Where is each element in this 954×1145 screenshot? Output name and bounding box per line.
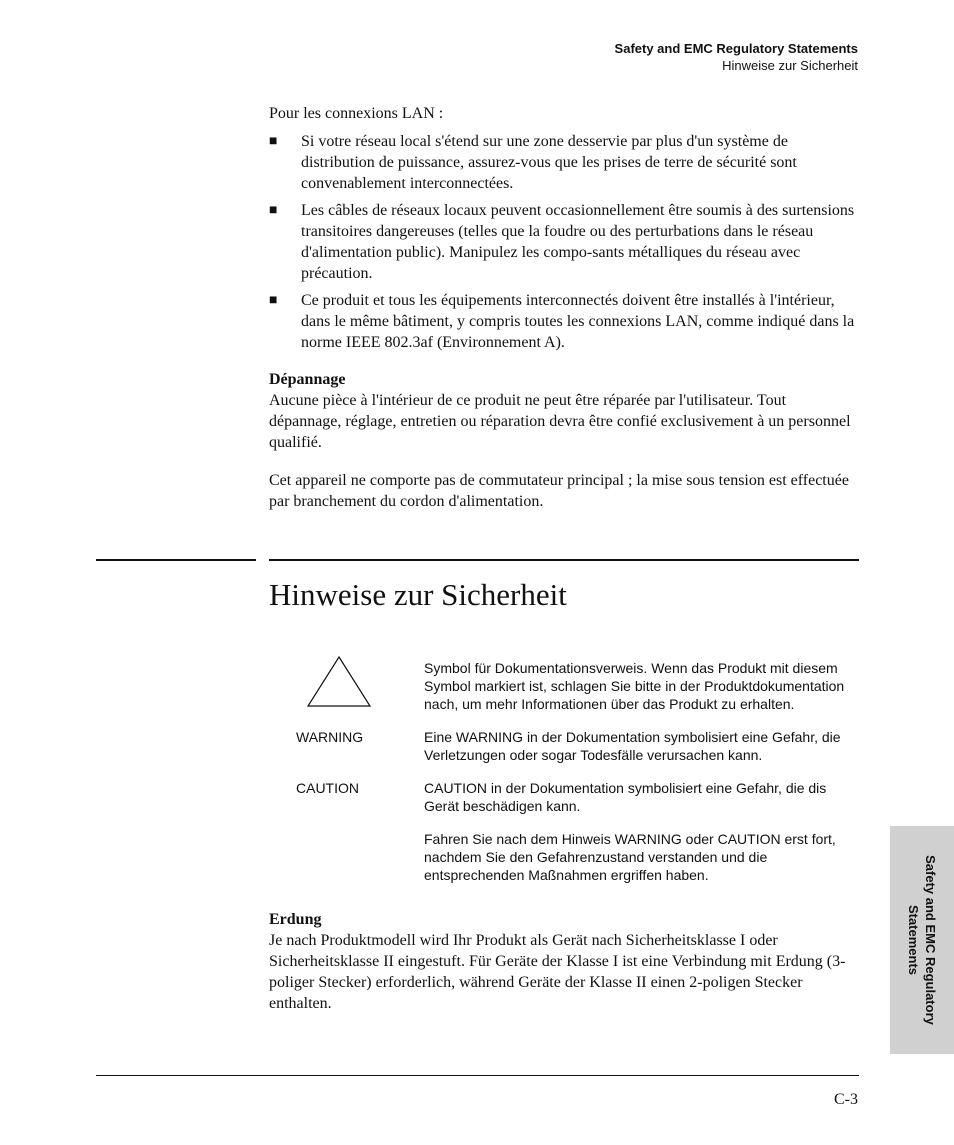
section-rule-right: [269, 559, 859, 561]
caution-label: CAUTION: [296, 780, 359, 796]
symbol-row-triangle: [269, 659, 861, 719]
bullet-text: Si votre réseau local s'étend sur une zone desservie par plus d'un système de distribution de puissance, assurez-vous que les prises de terre de sécurité sont convenablement interconnectées.: [301, 133, 797, 192]
header-subtitle: Hinweise zur Sicherheit: [722, 58, 858, 73]
erdung-block: [269, 909, 861, 1014]
bullet-marker: ■: [269, 293, 278, 308]
warning-label: WARNING: [296, 729, 364, 745]
symbol-row-caution: [269, 779, 861, 819]
triangle-description: Symbol für Dokumentationsverweis. Wenn das Produkt mit diesem Symbol markiert ist, schlagen Sie bitte in der Produktdokumentation nach, um mehr Informationen über das Produkt zu erhalten.: [424, 660, 845, 712]
warning-triangle-icon: [306, 655, 372, 709]
caution-description: CAUTION in der Dokumentation symbolisiert eine Gefahr, die dis Gerät beschädigen kann.: [424, 780, 827, 814]
depannage-heading: Dépannage: [269, 371, 346, 388]
bullet-marker: ■: [269, 203, 278, 218]
symbol-row-warning: [269, 728, 861, 768]
depannage-text: Aucune pièce à l'intérieur de ce produit ne peut être réparée par l'utilisateur. Tout dépannage, réglage, entretien ou réparation devra être confié exclusivement à un personnel qualifié.: [269, 392, 851, 451]
section-rule-left: [96, 559, 256, 561]
lan-intro: Pour les connexions LAN :: [269, 105, 444, 122]
erdung-text: Je nach Produktmodell wird Ihr Produkt als Gerät nach Sicherheitsklasse I oder Sicherheitsklasse II eingestuft. Für Geräte der Klasse I ist eine Verbindung mit Erdung (3-poliger Stecker) erforderlich, während Geräte der Klasse II einen 2-poligen Stecker enthalten.: [269, 932, 846, 1012]
side-tab: [890, 826, 954, 1054]
footer-rule: [96, 1075, 859, 1076]
page-number: C-3: [834, 1091, 858, 1108]
symbol-note-row: [269, 830, 861, 886]
list-item: [269, 200, 861, 284]
bullet-text: Ce produit et tous les équipements interconnectés doivent être installés à l'intérieur, dans le même bâtiment, y compris toutes les connexions LAN, comme indiqué dans la norme IEEE 802.3af (Environnement A).: [301, 292, 855, 351]
list-item: [269, 131, 861, 194]
bullet-marker: ■: [269, 134, 278, 149]
lan-bullet-list: [269, 131, 861, 359]
section-title: Hinweise zur Sicherheit: [269, 577, 567, 612]
depannage-block: [269, 369, 861, 453]
header-title: Safety and EMC Regulatory Statements: [614, 41, 858, 56]
list-item: [269, 290, 861, 353]
erdung-heading: Erdung: [269, 911, 322, 928]
warning-description: Eine WARNING in der Dokumentation symbolisiert eine Gefahr, die Verletzungen oder sogar Todesfälle verursachen kann.: [424, 729, 841, 763]
running-header: [615, 40, 858, 74]
bullet-text: Les câbles de réseaux locaux peuvent occasionnellement être soumis à des surtensions transitoires dangereuses (telles que la foudre ou des perturbations dans le réseau d'alimentation public). Manipulez les compo-sants métalliques du réseau avec précaution.: [301, 202, 855, 282]
power-paragraph: Cet appareil ne comporte pas de commutateur principal ; la mise sous tension est effectuée par branchement du cordon d'alimentation.: [269, 472, 849, 510]
side-tab-label: Safety and EMC Regulatory Statements: [906, 855, 938, 1025]
warning-caution-note: Fahren Sie nach dem Hinweis WARNING oder CAUTION erst fort, nachdem Sie den Gefahrenzustand verstanden und die entsprechenden Maßnahmen ergriffen haben.: [424, 831, 836, 883]
